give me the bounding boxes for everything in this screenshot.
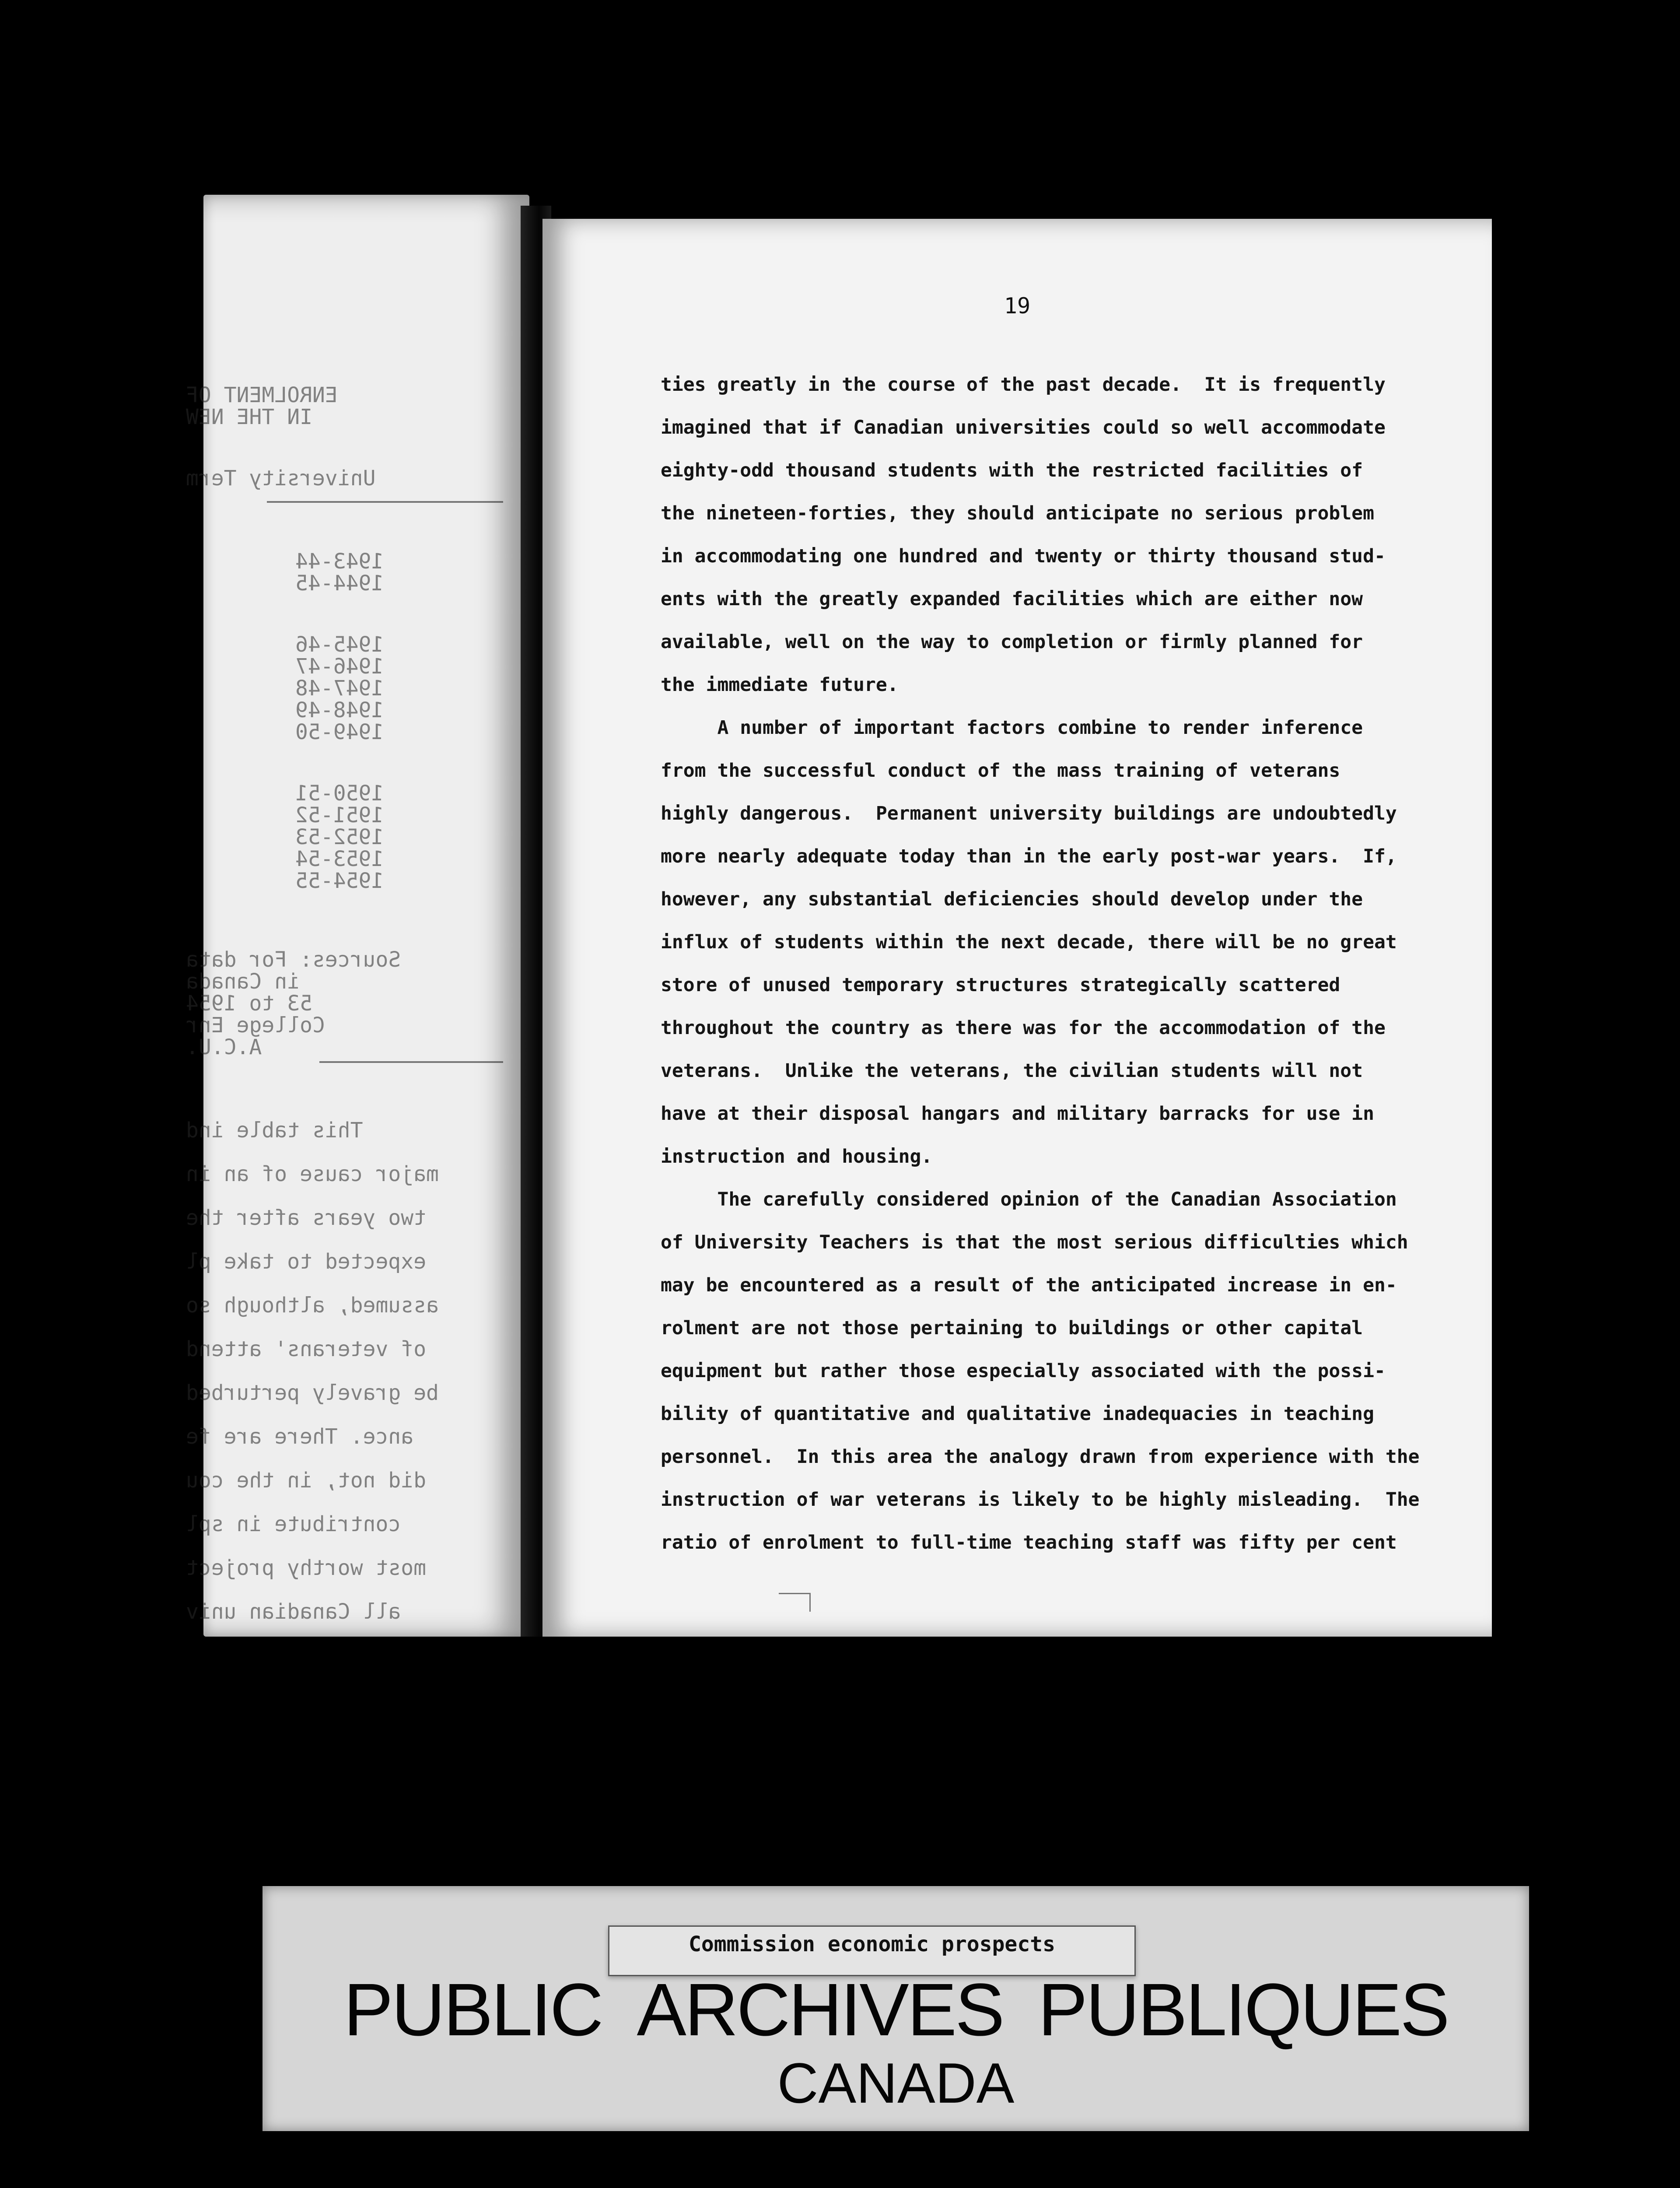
left-page: [186, 195, 529, 1637]
text-line: personnel. In this area the analogy drawn from experience with the: [661, 1446, 1420, 1468]
text-line: the immediate future.: [661, 674, 899, 696]
mirrored-text-fragment: expected to take pl: [186, 1249, 427, 1274]
mirrored-text-fragment: Sources: For data: [186, 947, 401, 972]
archive-label: [262, 1886, 1529, 2131]
mirrored-text-fragment: 1948-49: [295, 698, 384, 722]
canada-word: CANADA: [777, 2051, 1015, 2115]
mirrored-text-fragment: most worthy project: [186, 1556, 427, 1580]
page-number: 19: [1004, 293, 1031, 319]
text-line: influx of students within the next decade, there will be no great: [661, 931, 1397, 953]
mirrored-text-fragment: ance. There are fe: [186, 1424, 414, 1449]
mirrored-text-fragment: of veterans' attend: [186, 1337, 427, 1361]
text-line: instruction and housing.: [661, 1146, 933, 1168]
mirrored-rule: [319, 1061, 503, 1063]
text-line: A number of important factors combine to render inference: [661, 717, 1363, 739]
mirrored-text-fragment: 53 to 1954: [186, 991, 312, 1016]
mirrored-text-fragment: 1953-54: [295, 847, 384, 871]
mirrored-text-fragment: 1952-53: [295, 825, 384, 849]
text-line: store of unused temporary structures strategically scattered: [661, 974, 1340, 996]
mirrored-text-fragment: This table ind: [186, 1118, 363, 1143]
text-line: eighty-odd thousand students with the restricted facilities of: [661, 459, 1363, 481]
text-line: from the successful conduct of the mass training of veterans: [661, 760, 1340, 782]
text-line: the nineteen-forties, they should anticipate no serious problem: [661, 502, 1374, 524]
mirrored-text-fragment: be gravely perturbed: [186, 1381, 439, 1405]
mirrored-text-fragment: ENROLMENT OF: [186, 383, 338, 407]
text-line: more nearly adequate today than in the early post-war years. If,: [661, 845, 1397, 867]
text-line: in accommodating one hundred and twenty or thirty thousand stud-: [661, 545, 1386, 567]
text-line: ents with the greatly expanded facilities which are either now: [661, 588, 1363, 610]
mirrored-text-fragment: 1947-48: [295, 676, 384, 701]
mirrored-text-fragment: 1944-45: [295, 571, 384, 596]
archives-heading: [262, 1967, 1529, 2053]
mirrored-text-fragment: two years after the: [186, 1206, 427, 1230]
text-line: bility of quantitative and qualitative inadequacies in teaching: [661, 1403, 1374, 1425]
mirrored-text-fragment: 1954-55: [295, 869, 384, 893]
mirrored-text-fragment: 1951-52: [295, 803, 384, 828]
mirrored-text-fragment: all Canadian univ: [186, 1599, 401, 1624]
text-line: have at their disposal hangars and military barracks for use in: [661, 1103, 1374, 1125]
mirrored-text-fragment: contribute in spl: [186, 1512, 401, 1536]
text-line: veterans. Unlike the veterans, the civilian students will not: [661, 1060, 1363, 1082]
text-line: however, any substantial deficiencies should develop under the: [661, 888, 1363, 910]
mirrored-text-fragment: University Term: [186, 466, 376, 491]
text-line: rolment are not those pertaining to buildings or other capital: [661, 1317, 1363, 1339]
mirrored-text-fragment: 1945-46: [295, 632, 384, 657]
mirrored-text-fragment: 1949-50: [295, 720, 384, 744]
mirrored-text-fragment: College Enr: [186, 1013, 325, 1038]
text-line: The carefully considered opinion of the Canadian Association: [661, 1189, 1397, 1210]
text-line: of University Teachers is that the most serious difficulties which: [661, 1231, 1408, 1253]
mirrored-text-fragment: major cause of an in: [186, 1162, 439, 1186]
mirrored-text-fragment: 1950-51: [295, 781, 384, 806]
mirrored-text-fragment: IN THE NEW: [186, 405, 312, 429]
mirrored-text-fragment: 1946-47: [295, 654, 384, 679]
tape-label-text: Commission economic prospects: [688, 1932, 1056, 1957]
mirrored-text-fragment: 1943-44: [295, 549, 384, 574]
mirrored-text-fragment: A.C.U.: [186, 1035, 262, 1059]
public-word: PUBLIC: [343, 1968, 602, 2051]
text-line: ratio of enrolment to full-time teaching staff was fifty per cent: [661, 1532, 1397, 1553]
text-line: instruction of war veterans is likely to be highly misleading. The: [661, 1489, 1420, 1511]
document-page: [542, 219, 1492, 1637]
mirrored-text-fragment: assumed, although so: [186, 1293, 439, 1318]
corner-mark: [779, 1593, 811, 1612]
text-line: throughout the country as there was for the accommodation of the: [661, 1017, 1386, 1039]
left-page-mirrored-text: [186, 195, 529, 1637]
text-line: equipment but rather those especially associated with the possi-: [661, 1360, 1386, 1382]
mirrored-text-fragment: did not, in the cou: [186, 1468, 427, 1493]
body-text: [661, 363, 1474, 1564]
text-line: available, well on the way to completion or firmly planned for: [661, 631, 1363, 653]
mirrored-text-fragment: in Canada: [186, 969, 300, 994]
archives-word: ARCHIVES: [637, 1968, 1003, 2051]
text-line: ties greatly in the course of the past decade. It is frequently: [661, 374, 1386, 396]
text-line: may be encountered as a result of the anticipated increase in en-: [661, 1274, 1397, 1296]
mirrored-rule: [267, 501, 503, 503]
text-line: highly dangerous. Permanent university buildings are undoubtedly: [661, 803, 1397, 824]
text-line: imagined that if Canadian universities could so well accommodate: [661, 417, 1386, 438]
publiques-word: PUBLIQUES: [1038, 1968, 1448, 2051]
